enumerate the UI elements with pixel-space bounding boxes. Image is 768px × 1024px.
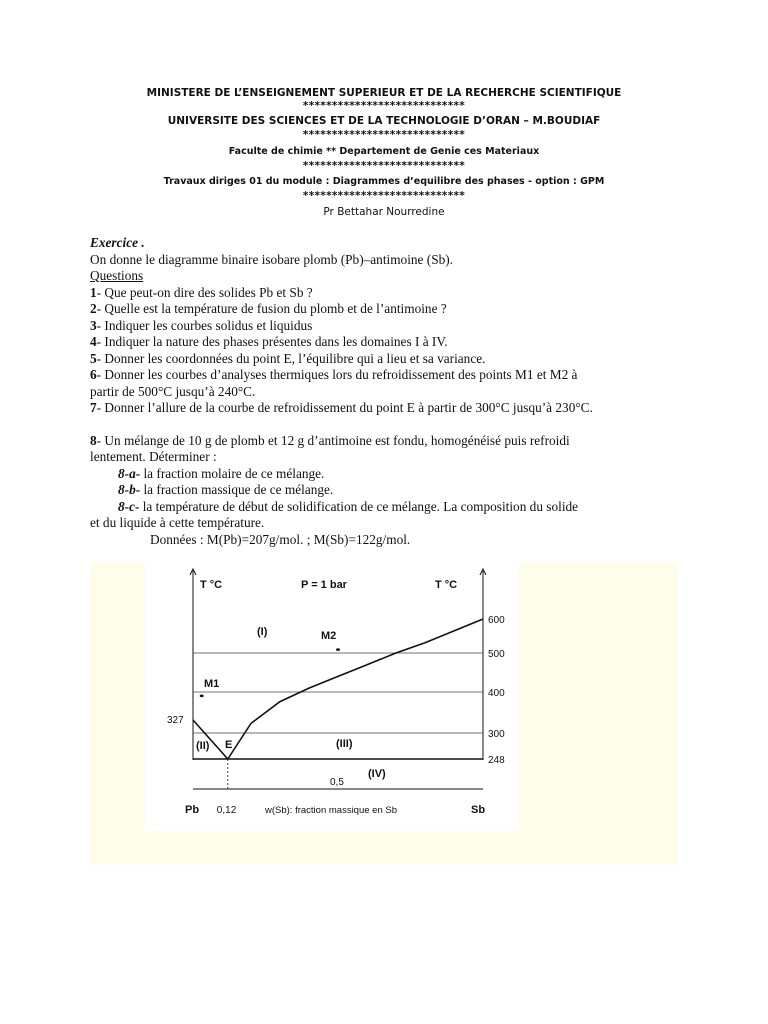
x-tick-label: 0,5 [330,777,344,788]
right-tick-label: 600 [488,615,505,626]
university-heading: UNIVERSITE DES SCIENCES ET DE LA TECHNOLOGIE D’ORAN – M.BOUDIAF [167,115,601,127]
question-item: 3- Indiquer les courbes solidus et liquidus [90,317,313,333]
question-item: 2- Quelle est la température de fusion du plomb et de l’antimoine ? [90,301,447,316]
point-label: M1 [204,678,220,690]
question-8-cont: lentement. Déterminer : [90,449,217,464]
point-label: M2 [321,630,337,642]
right-tick-label: 400 [488,688,505,699]
exercise-title: Exercice . [90,235,145,250]
question-8c-cont: et du liquide à cette température. [90,515,265,530]
separator-stars: **************************** [302,160,466,172]
chart-title: P = 1 bar [301,579,347,591]
question-item: 1- Que peut-on dire des solides Pb et Sb ? [90,284,313,300]
right-tick-label: 500 [488,649,505,660]
ministry-heading: MINISTERE DE L’ENSEIGNEMENT SUPERIEUR ET DE LA RECHERCHE SCIENTIFIQUE [146,87,622,99]
region-label-ii: (II) [196,740,210,752]
region-label-iii: (III) [336,738,353,750]
phase-diagram [145,563,519,831]
question-item: partir de 500°C jusqu’à 240°C. [90,383,256,399]
point-label: E [225,739,233,751]
left-axis-label: T °C [200,579,223,591]
questions-label: Questions [90,268,144,283]
question-8a: 8-a- la fraction molaire de ce mélange. [118,465,325,481]
question-item: 4- Indiquer la nature des phases présentes dans les domaines I à IV. [90,334,448,349]
molar-mass-data: Données : M(Pb)=207g/mol. ; M(Sb)=122g/mol. [150,531,411,547]
question-list [90,285,690,417]
right-tick-label: 300 [488,729,505,740]
series-line [228,619,483,759]
separator-stars: **************************** [302,100,466,112]
region-label-iv: (IV) [368,768,386,780]
x-tick-label: 0,12 [216,805,237,816]
x-left-label: Pb [185,804,200,816]
course-heading: Travaux diriges 01 du module : Diagrammes d’equilibre des phases - option : GPM [163,176,605,187]
question-8c: 8-c- la température de début de solidification de ce mélange. La composition du solide [118,498,579,514]
phase-diagram-svg [145,563,519,831]
x-axis-label: w(Sb): fraction massique en Sb [265,805,398,816]
right-axis-label: T °C [435,579,458,591]
right-tick-label: 248 [488,755,505,766]
region-label-i: (I) [257,626,268,638]
question-8: 8- Un mélange de 10 g de plomb et 12 g d’antimoine est fondu, homogénéisé puis refroidi [90,432,570,448]
question-item: 5- Donner les coordonnées du point E, l’équilibre qui a lieu et sa variance. [90,350,486,366]
professor-name: Pr Bettahar Nourredine [323,206,445,218]
question-8b: 8-b- la fraction massique de ce mélange. [118,482,334,497]
faculty-heading: Faculte de chimie ** Departement de Genie ces Materiaux [228,146,540,157]
question-item: 6- Donner les courbes d’analyses thermiques lors du refroidissement des points M1 et M2 à [90,367,578,382]
left-tick-label: 327 [167,715,184,726]
exercise-intro: On donne le diagramme binaire isobare plomb (Pb)–antimoine (Sb). [90,251,453,267]
point-marker [200,695,204,698]
question-item: 7- Donner l’allure de la courbe de refroidissement du point E à partir de 300°C jusqu’à 230°C. [90,400,593,415]
separator-stars: **************************** [302,190,466,202]
point-marker [336,648,340,651]
x-right-label: Sb [471,804,486,816]
separator-stars: **************************** [302,129,466,141]
exercise-block [90,235,690,548]
